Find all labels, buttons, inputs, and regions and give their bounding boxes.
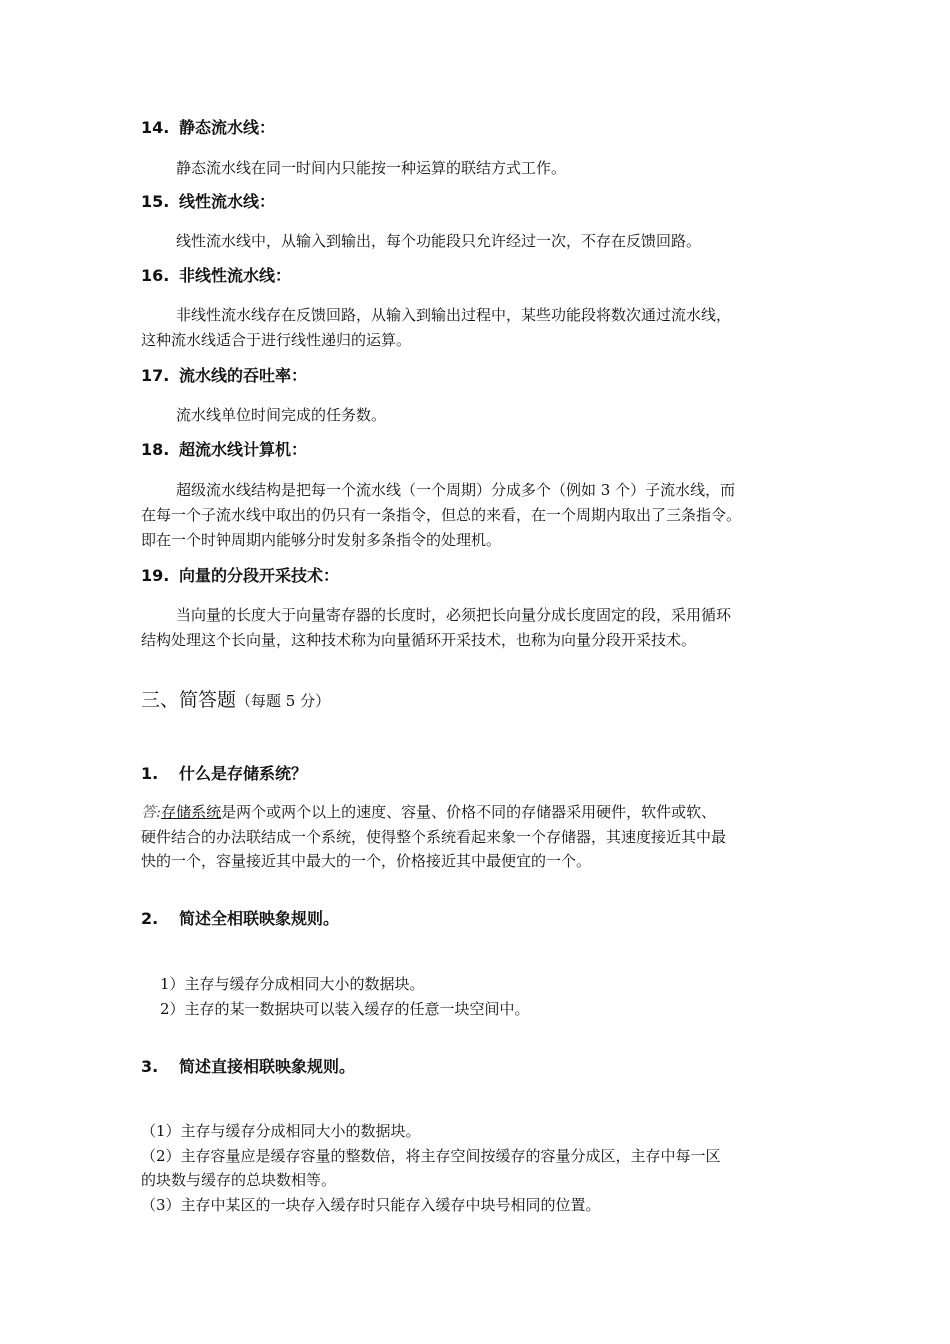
question-heading-1	[141, 762, 307, 786]
term-number: 17.	[141, 366, 170, 385]
answer-line	[141, 799, 716, 825]
question-title: 简述直接相联映象规则。	[179, 1057, 356, 1076]
section-title	[141, 686, 330, 715]
term-body-line: 非线性流水线存在反馈回路，从输入到输出过程中，某些功能段将数次通过流水线，	[176, 306, 732, 324]
answer-line: 硬件结合的办法联结成一个系统，使得整个系统看起来象一个存储器，其速度接近其中最	[141, 828, 727, 846]
answer-line: 快的一个，容量接近其中最大的一个，价格接近其中最便宜的一个。	[141, 852, 592, 870]
term-heading-16	[141, 264, 291, 288]
term-number: 19.	[141, 566, 170, 585]
term-title: 静态流水线：	[179, 118, 276, 137]
term-body-line: 即在一个时钟周期内能够分时发射多条指令的处理机。	[141, 531, 502, 549]
term-title: 非线性流水线：	[179, 266, 292, 285]
answer-label: 答:	[141, 803, 162, 821]
term-title: 流水线的吞吐率：	[179, 366, 308, 385]
term-number: 16.	[141, 266, 170, 285]
section-title-text: 三、简答题	[141, 689, 237, 711]
question-number: 2.	[141, 909, 159, 928]
answer-line: 1）主存与缓存分成相同大小的数据块。	[160, 975, 425, 993]
term-body-line: 线性流水线中，从输入到输出，每个功能段只允许经过一次，不存在反馈回路。	[176, 232, 702, 250]
term-heading-14	[141, 116, 275, 140]
question-number: 3.	[141, 1057, 159, 1076]
answer-line: （1）主存与缓存分成相同大小的数据块。	[141, 1122, 421, 1140]
answer-line: 的块数与缓存的总块数相等。	[141, 1171, 337, 1189]
question-heading-2	[141, 907, 339, 931]
question-heading-3	[141, 1055, 355, 1079]
term-body-line: 这种流水线适合于进行线性递归的运算。	[141, 331, 412, 349]
answer-term: 存储系统	[161, 803, 222, 821]
term-title: 超流水线计算机：	[179, 440, 308, 459]
term-number: 18.	[141, 440, 170, 459]
term-body-line: 超级流水线结构是把每一个流水线（一个周期）分成多个（例如 3 个）子流水线，而	[176, 481, 736, 499]
term-body-line: 在每一个子流水线中取出的仍只有一条指令，但总的来看，在一个周期内取出了三条指令。	[141, 506, 742, 524]
term-body-line: 静态流水线在同一时间内只能按一种运算的联结方式工作。	[176, 159, 567, 177]
answer-text: 是两个或两个以上的速度、容量、价格不同的存储器采用硬件，软件或软、	[221, 803, 717, 821]
answer-line: 2）主存的某一数据块可以装入缓存的任意一块空间中。	[160, 1000, 530, 1018]
term-heading-18	[141, 438, 307, 462]
question-number: 1.	[141, 764, 159, 783]
term-body-line: 流水线单位时间完成的任务数。	[176, 406, 387, 424]
term-body-line: 结构处理这个长向量，这种技术称为向量循环开采技术，也称为向量分段开采技术。	[141, 631, 697, 649]
term-heading-15	[141, 190, 275, 214]
term-heading-19	[141, 564, 339, 588]
question-title: 什么是存储系统？	[179, 764, 308, 783]
term-number: 15.	[141, 192, 170, 211]
question-title: 简述全相联映象规则。	[179, 909, 340, 928]
term-title: 线性流水线：	[179, 192, 276, 211]
term-title: 向量的分段开采技术：	[179, 566, 340, 585]
answer-line: （2）主存容量应是缓存容量的整数倍，将主存空间按缓存的容量分成区，主存中每一区	[141, 1147, 721, 1165]
term-number: 14.	[141, 118, 170, 137]
section-score-note: （每题 5 分）	[236, 692, 331, 710]
term-body-line: 当向量的长度大于向量寄存器的长度时，必须把长向量分成长度固定的段，采用循环	[176, 606, 732, 624]
term-heading-17	[141, 364, 307, 388]
answer-line: （3）主存中某区的一块存入缓存时只能存入缓存中块号相同的位置。	[141, 1196, 601, 1214]
